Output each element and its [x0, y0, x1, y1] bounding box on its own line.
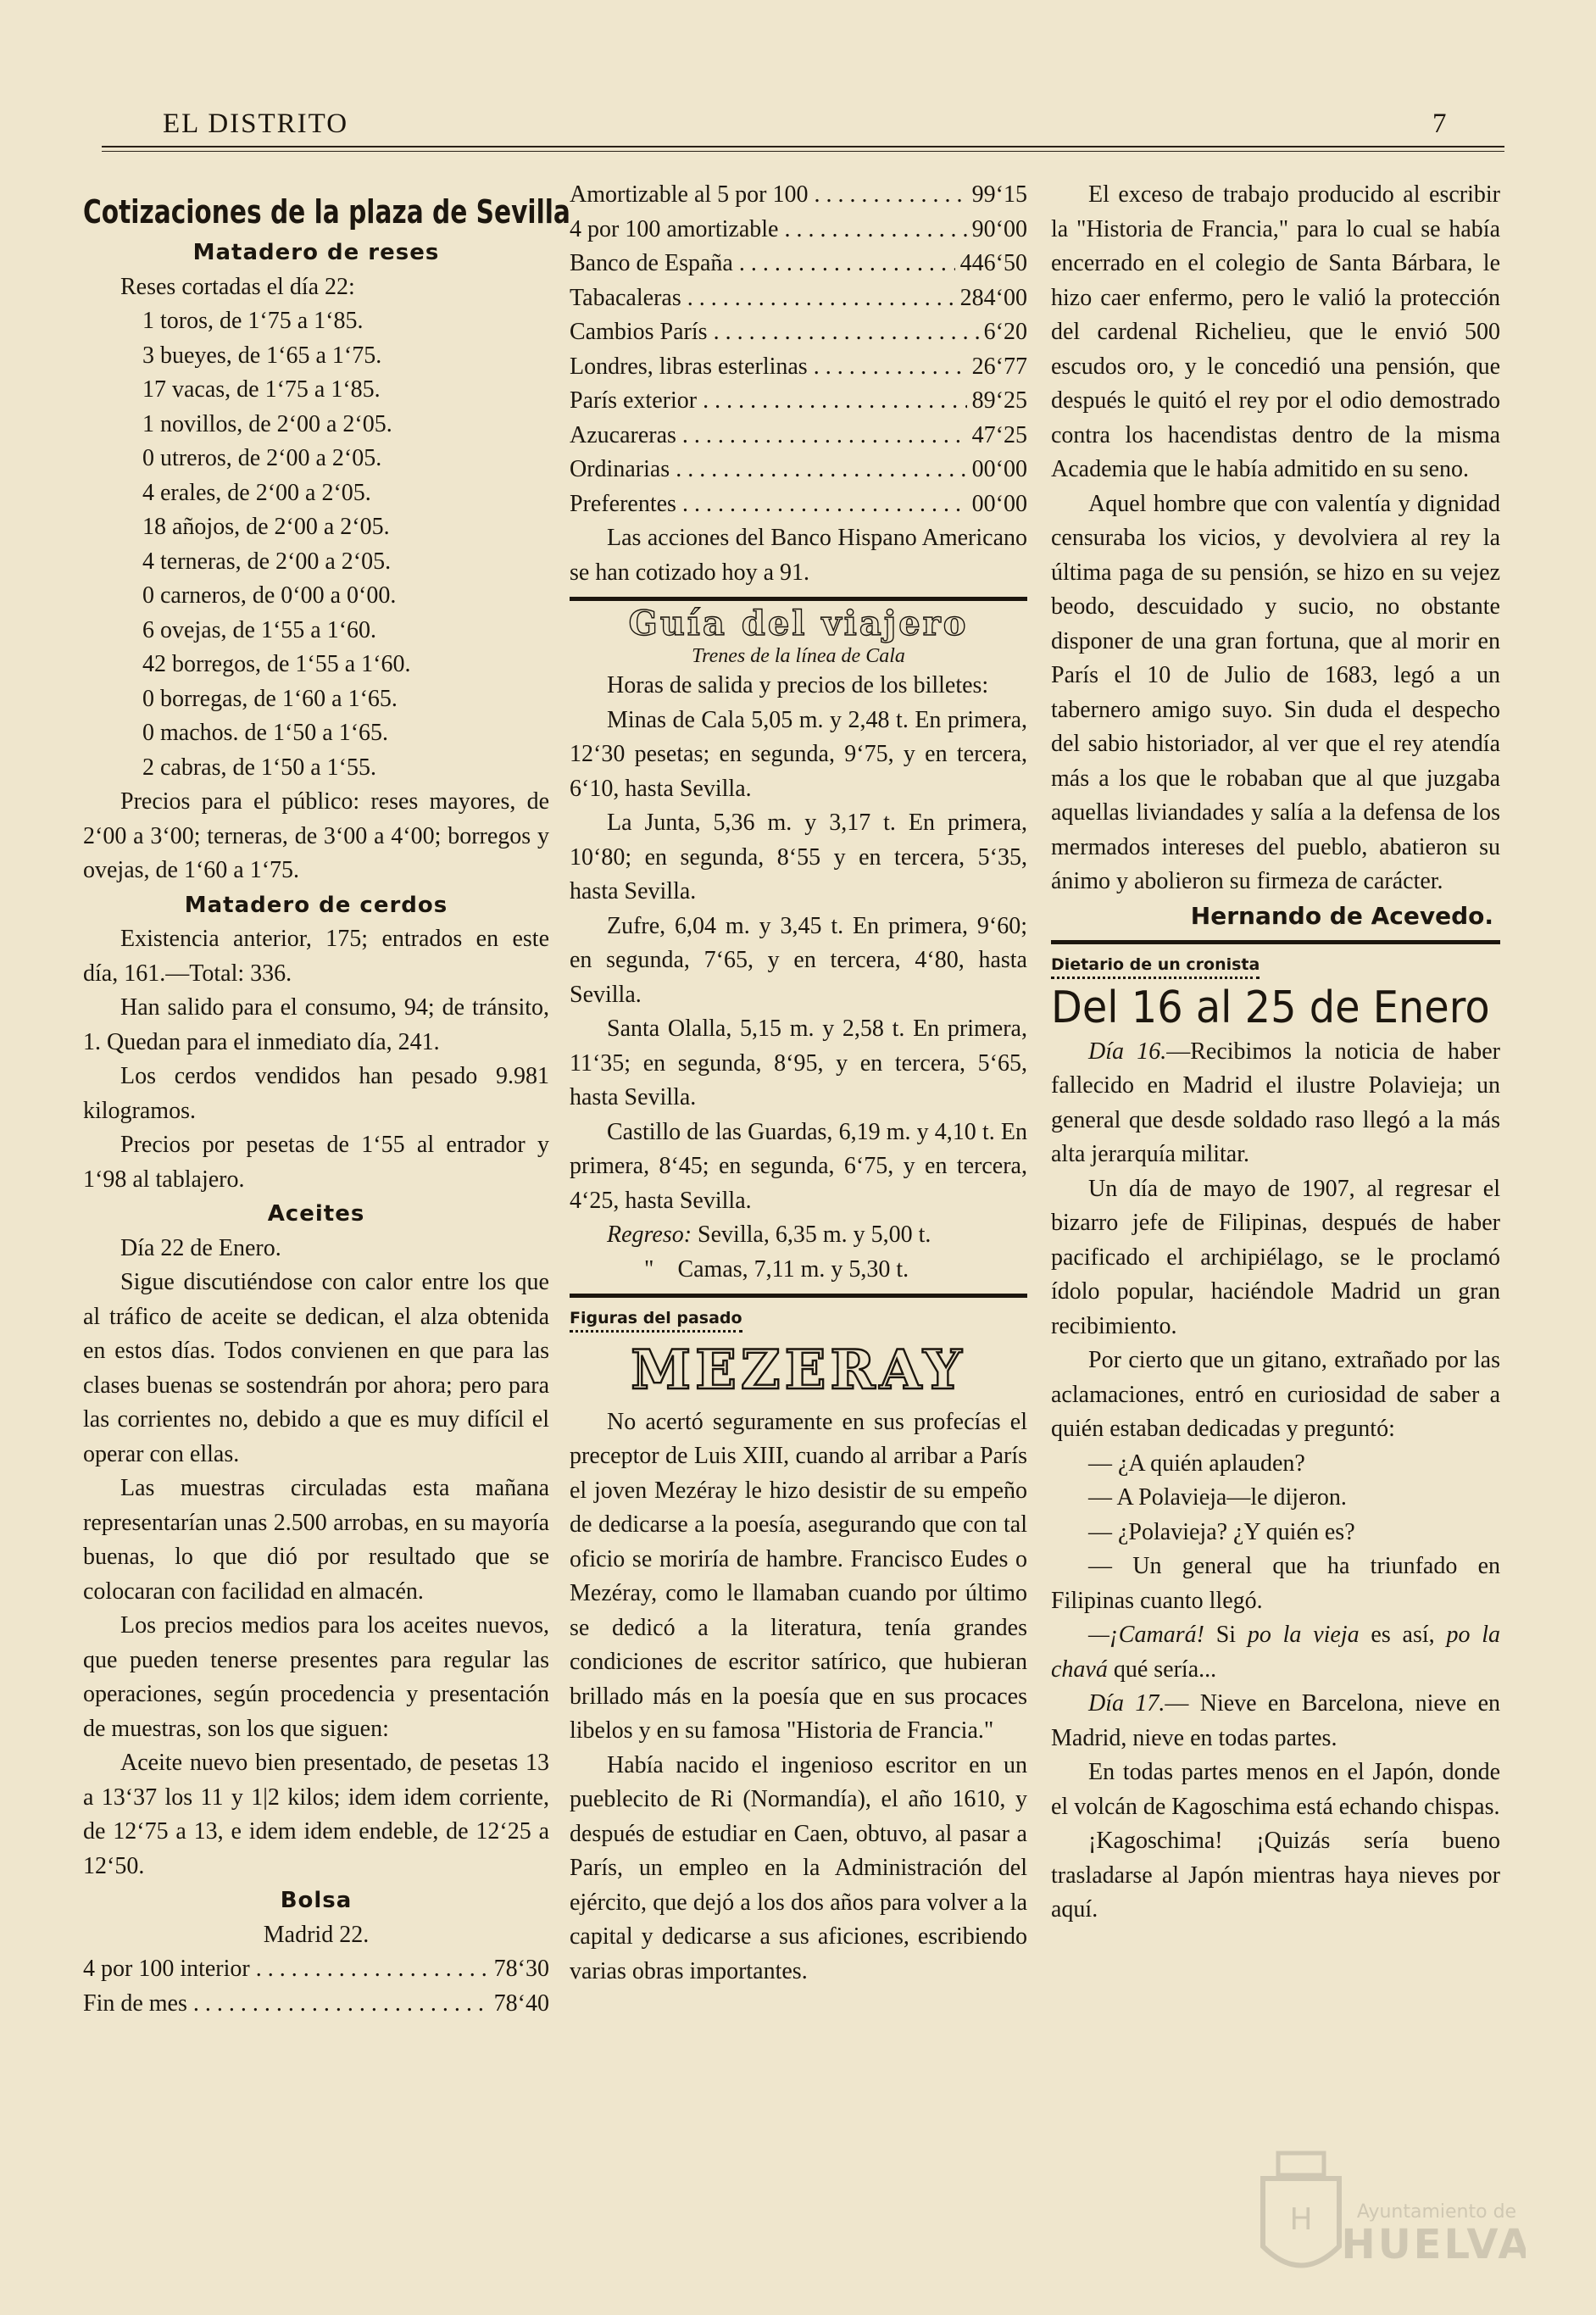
mezeray-paragraph: Había nacido el ingenioso escritor en un pueblecito de Ri (Normandía), el año 1610, y después de estudiar en Caen, obtuvo, al pasar a París, un empleo en la Administración del ejército, que dejó a los dos años para volver a la capital y dedicarse a sus aficiones, escribiendo varias obras importantes. — [570, 1751, 1027, 1984]
reses-list — [83, 304, 549, 785]
article-signature: Hernando de Acevedo. — [1190, 901, 1493, 930]
list-item: 6 ovejas, de 1‘55 a 1‘60. — [142, 616, 377, 643]
price-row — [570, 213, 1027, 248]
price-label: 4 por 100 interior . . . — [83, 1952, 489, 1987]
aceites-date: Día 22 de Enero. — [120, 1234, 281, 1261]
list-item: 18 añojos, de 2‘00 a 2‘05. — [142, 514, 390, 540]
day-label: Día 17. — [1088, 1690, 1165, 1717]
dialogue-line — [1051, 1618, 1500, 1687]
list-item: 0 utreros, de 2‘00 a 2‘05. — [142, 445, 382, 471]
cotizaciones-title: Cotizaciones de la plaza de Sevilla — [83, 193, 570, 231]
list-item: 0 borregas, de 1‘60 a 1‘65. — [142, 685, 398, 712]
aceites-paragraph: Aceite nuevo bien presentado, de pesetas 13 a 13‘37 los 11 y 1|2 kilos; idem idem corriente, de 12‘75 a 13, e idem idem endeble, de 12‘25 a 12‘50. — [83, 1750, 549, 1879]
guia-paragraph: Minas de Cala 5,05 m. y 2,48 t. En primera, 12‘30 pesetas; en segunda, 9‘75, y en tercera, 6‘10, hasta Sevilla. — [570, 706, 1027, 802]
price-label: Preferentes . . . — [570, 487, 967, 522]
regreso-line — [570, 1253, 1027, 1288]
price-row — [83, 1952, 549, 1987]
price-value: 99‘15 — [971, 181, 1027, 208]
price-row — [570, 281, 1027, 316]
list-item: 0 carneros, de 0‘00 a 0‘00. — [142, 582, 397, 609]
guia-title: Guía del viajero — [628, 604, 969, 643]
regreso-text: Camas, 7,11 m. y 5,30 t. — [677, 1255, 909, 1283]
dietario-kicker: Dietario de un cronista — [1051, 954, 1260, 979]
reses-precios: Precios para el público: reses mayores, de 2‘00 a 3‘00; terneras, de 3‘00 a 4‘00; borregos y ovejas, de 1‘60 a 1‘75. — [83, 788, 549, 883]
aceites-paragraph: Sigue discutiéndose con calor entre los que al tráfico de aceite se dedican, el alza obtenida en estos días. Todos convienen en que para las clases buenas se sostendrán por ahora; pero para las corrientes no, debido a que es muy difícil el operar con ellas. — [83, 1269, 549, 1467]
regreso-line — [570, 1218, 1027, 1253]
mezeray-paragraph: Aquel hombre que con valentía y dignidad censuraba los vicios, y devolviera al rey la última paga de su pensión, se hizo en su vejez beodo, descuidado y sucio, no obstante disponer de una gran fortuna, que al morir en París el 10 de Julio de 1683, legó a un tabernero amigo suyo. Sin duda el despecho del sabio historiador, al ver que el rey atendía más a los que le robaban que al que juzgaba aquellas liviandades y salía a la defensa de los mermados intereses del pueblo, abatieron su ánimo y abolieron su firmeza de carácter. — [1051, 490, 1500, 894]
aceites-paragraph: Los precios medios para los aceites nuevos, que pueden tenerse presentes para regular las operaciones, según procedencia y presentación de muestras, son los que siguen: — [83, 1612, 549, 1742]
dialogue-fragment: es así, — [1359, 1622, 1447, 1648]
dialogue-line: — ¿Polavieja? ¿Y quién es? — [1088, 1518, 1355, 1545]
crest-icon — [1246, 2145, 1526, 2289]
dietario-paragraph: ¡Kagoschima! ¡Quizás sería bueno trasladarse al Japón mientras haya nieves por aquí. — [1051, 1828, 1500, 1923]
day-label: Día 16. — [1088, 1038, 1167, 1065]
mezeray-paragraph: No acertó seguramente en sus profecías el preceptor de Luis XIII, cuando al arribar a París el joven Mezéray le hizo desistir de su empeño de dedicarse a la poesía, asegurando que con tal oficio se moriría de hambre. Francisco Eudes o Mezéray, como le llamaban cuando por último se dedicó a la literatura, tenía grandes condiciones de escritor satírico, que hubieran brillado más en la poesía que en sus procaces libelos y en su famosa "Historia de Francia." — [570, 1408, 1027, 1744]
header-rule-thin — [102, 151, 1504, 152]
bolsa-place: Madrid 22. — [263, 1921, 370, 1948]
cerdos-paragraph: Precios por pesetas de 1‘55 al entrador y 1‘98 al tablajero. — [83, 1132, 549, 1193]
aceites-paragraph: Las muestras circuladas esta mañana representarían unas 2.500 arrobas, en su mayoría buenas, lo que dió por resultado que se colocaran con facilidad en almacén. — [83, 1475, 549, 1605]
guia-subtitle: Trenes de la línea de Cala — [692, 645, 905, 667]
guia-paragraph: Santa Olalla, 5,15 m. y 2,58 t. En primera, 11‘35; en segunda, 8‘95, y en tercera, 5‘65, hasta Sevilla. — [570, 1016, 1027, 1110]
price-value: 90‘00 — [971, 215, 1027, 242]
bolsa-heading: Bolsa — [280, 1888, 353, 1913]
price-label: Banco de España . . . — [570, 247, 955, 281]
section-rule — [570, 1294, 1027, 1298]
cerdos-paragraph: Han salido para el consumo, 94; de tránsito, 1. Quedan para el inmediato día, 241. — [83, 994, 549, 1055]
price-label: Azucareras . . . — [570, 419, 967, 454]
section-rule — [1051, 940, 1500, 944]
list-item: 17 vacas, de 1‘75 a 1‘85. — [142, 376, 381, 403]
guia-paragraph: Zufre, 6,04 m. y 3,45 t. En primera, 9‘60; en segunda, 7‘65, y en tercera, 4‘80, hasta Sevilla. — [570, 912, 1027, 1008]
matadero-cerdos-heading: Matadero de cerdos — [184, 892, 448, 918]
page-number: 7 — [1432, 109, 1447, 139]
list-item: 0 machos. de 1‘50 a 1‘65. — [142, 720, 389, 746]
price-row — [570, 315, 1027, 350]
price-label: Amortizable al 5 por 100 . . . — [570, 178, 967, 213]
price-label: Tabacaleras . . . — [570, 281, 955, 316]
matadero-reses-heading: Matadero de reses — [192, 240, 440, 265]
price-row — [570, 350, 1027, 385]
list-item: 42 borregos, de 1‘55 a 1‘60. — [142, 651, 411, 677]
list-item: 1 toros, de 1‘75 a 1‘85. — [142, 308, 364, 334]
list-item: 1 novillos, de 2‘00 a 2‘05. — [142, 410, 392, 437]
newspaper-title: EL DISTRITO — [163, 109, 349, 139]
dietario-paragraph: Por cierto que un gitano, extrañado por las aclamaciones, entró en curiosidad de saber a quién estaban dedicadas y preguntó: — [1051, 1347, 1500, 1442]
dialogue-fragment: —¡Camará! — [1088, 1622, 1204, 1648]
price-label: Ordinarias . . . — [570, 453, 967, 487]
price-value: 78‘30 — [493, 1956, 549, 1982]
price-label: París exterior . . . — [570, 384, 967, 419]
day-text: —Recibimos la noticia de haber fallecido en Madrid el ilustre Polavieja; un general que desde soldado raso llegó a la más alta jerarquía militar. — [1051, 1038, 1500, 1167]
aceites-heading: Aceites — [267, 1201, 365, 1227]
header-rule — [102, 146, 1504, 147]
list-item: 2 cabras, de 1‘50 a 1‘55. — [142, 754, 377, 781]
guia-paragraph: Horas de salida y precios de los billetes: — [607, 672, 989, 698]
guia-paragraph: La Junta, 5,36 m. y 3,17 t. En primera, 10‘80; en segunda, 8‘55 y en tercera, 5‘35, hasta Sevilla. — [570, 810, 1027, 904]
price-row — [570, 384, 1027, 419]
price-value: 89‘25 — [971, 387, 1027, 414]
price-value: 78‘40 — [493, 1989, 549, 2017]
mezeray-paragraph: El exceso de trabajo producido al escribir la "Historia de Francia," para lo cual se había encerrado en el colegio de Santa Bárbara, le hizo caer enfermo, pero le valió la protección del cardenal Richelieu, que le envió 500 escudos oro, y le concedió una pensión, que después le quitó el rey por el odio demostrado contra los hacendistas dentro de la misma Academia que le había admitido en su seno. — [1051, 181, 1500, 482]
price-value: 6‘20 — [983, 319, 1027, 345]
price-value: 00‘00 — [971, 490, 1027, 517]
price-label: 4 por 100 amortizable . . . — [570, 213, 967, 248]
list-item: 3 bueyes, de 1‘65 a 1‘75. — [142, 342, 382, 369]
dialogue-fragment: qué sería... — [1107, 1656, 1217, 1683]
dietario-title: Del 16 al 25 de Enero — [1051, 982, 1490, 1033]
price-value: 284‘00 — [959, 284, 1027, 311]
dietario-paragraph: En todas partes menos en el Japón, donde el volcán de Kagoschima está echando chispas. — [1051, 1759, 1500, 1820]
price-label: Londres, libras esterlinas . . . — [570, 350, 967, 385]
ayuntamiento-watermark — [1246, 2145, 1526, 2289]
figuras-kicker: Figuras del pasado — [570, 1308, 742, 1333]
price-value: 00‘00 — [971, 456, 1027, 482]
price-label: Cambios París . . . — [570, 315, 979, 350]
cerdos-paragraph: Existencia anterior, 175; entrados en este día, 161.—Total: 336. — [83, 926, 549, 987]
price-label: Fin de mes . . . — [83, 1987, 489, 2022]
reses-intro: Reses cortadas el día 22: — [120, 273, 355, 300]
price-row — [570, 247, 1027, 281]
dialogue-fragment: po la chavá — [1051, 1622, 1501, 1683]
dialogue-line: — Un general que ha triunfado en Filipinas cuanto llegó. — [1051, 1553, 1500, 1614]
day-text: — Nieve en Barcelona, nieve en Madrid, nieve en todas partes. — [1051, 1690, 1500, 1751]
price-row — [570, 419, 1027, 454]
dialogue-fragment: Si — [1204, 1622, 1248, 1648]
acciones-paragraph: Las acciones del Banco Hispano Americano se han cotizado hoy a 91. — [570, 525, 1027, 586]
column-1 — [83, 178, 570, 2021]
section-rule — [570, 597, 1027, 601]
price-value: 26‘77 — [971, 353, 1027, 380]
price-row — [570, 487, 1027, 522]
regreso-text: Sevilla, 6,35 m. y 5,00 t. — [698, 1221, 931, 1248]
dietario-paragraph — [1051, 1035, 1500, 1172]
dietario-paragraph — [1051, 1687, 1500, 1756]
dialogue-fragment: po la vieja — [1247, 1622, 1360, 1648]
dietario-paragraph: Un día de mayo de 1907, al regresar el bizarro jefe de Filipinas, después de haber pacificado el archipiélago, se le proclamó ídolo popular, haciéndole Madrid un gran recibimiento. — [1051, 1175, 1500, 1339]
dialogue-line: — ¿A quién aplauden? — [1088, 1450, 1305, 1477]
list-item: 4 terneras, de 2‘00 a 2‘05. — [142, 548, 392, 575]
guia-paragraph: Castillo de las Guardas, 6,19 m. y 4,10 t. En primera, 8‘45; en segunda, 6‘75, y en tercera, 4‘25, hasta Sevilla. — [570, 1118, 1027, 1214]
watermark-line-2: HUELVA — [1341, 2221, 1526, 2268]
watermark-line-1: Ayuntamiento de — [1356, 2201, 1517, 2223]
column-3 — [1051, 178, 1500, 1928]
price-row — [570, 178, 1027, 213]
price-row — [83, 1987, 549, 2022]
mezeray-title: MEZERAY — [631, 1338, 966, 1402]
svg-text:H: H — [1289, 2202, 1313, 2237]
cerdos-paragraph: Los cerdos vendidos han pesado 9.981 kilogramos. — [83, 1063, 549, 1124]
ditto-mark: " — [644, 1255, 654, 1283]
price-value: 47‘25 — [971, 421, 1027, 448]
column-2 — [570, 178, 1027, 1989]
dialogue-line: — A Polavieja—le dijeron. — [1088, 1484, 1347, 1511]
price-row — [570, 453, 1027, 487]
price-value: 446‘50 — [959, 250, 1027, 276]
regreso-label: Regreso: — [607, 1221, 692, 1248]
list-item: 4 erales, de 2‘00 a 2‘05. — [142, 479, 371, 506]
